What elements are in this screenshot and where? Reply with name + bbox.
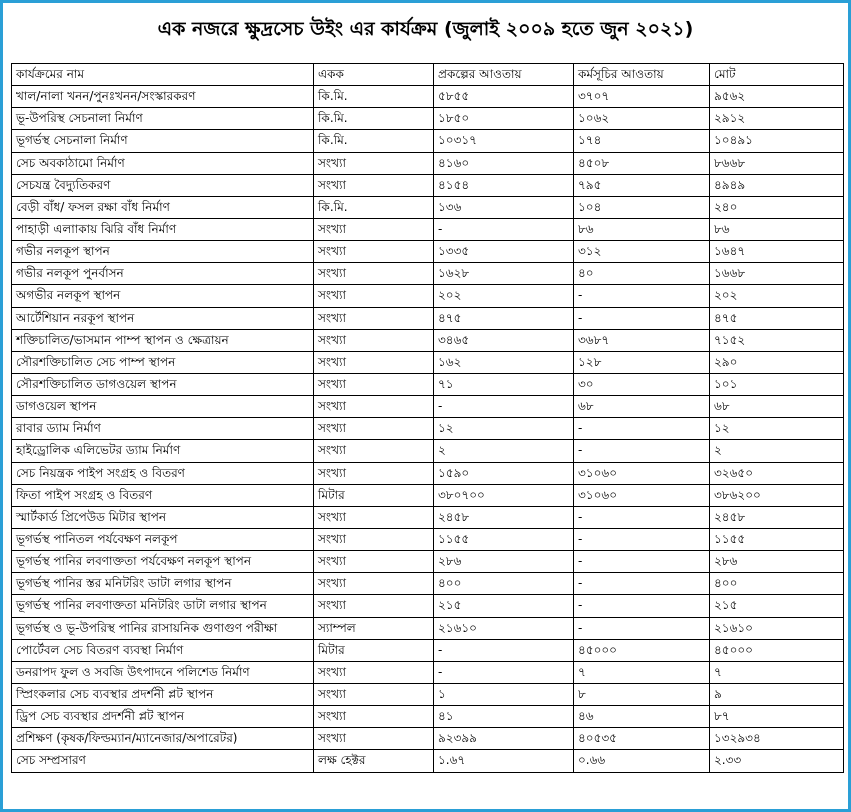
cell-under-project: ১৫৯০	[434, 462, 574, 484]
cell-activity-name: প্রশিক্ষণ (কৃষক/ফিল্ডম্যান/ম্যানেজার/অপারেটর)	[12, 728, 314, 750]
cell-unit: সংখ্যা	[314, 307, 434, 329]
table-row	[12, 484, 844, 506]
cell-activity-name: অগভীর নলকূপ স্থাপন	[12, 285, 314, 307]
cell-under-program: -	[574, 506, 710, 528]
cell-activity-name: গভীর নলকূপ স্থাপন	[12, 241, 314, 263]
cell-under-program: ৭	[574, 661, 710, 683]
cell-total: ৯	[710, 683, 844, 705]
cell-activity-name: বেড়ী বাঁধ/ ফসল রক্ষা বাঁধ নির্মাণ	[12, 196, 314, 218]
table-row	[12, 639, 844, 661]
cell-activity-name: আর্টেশিয়ান নরকূপ স্থাপন	[12, 307, 314, 329]
cell-under-project: ২০২	[434, 285, 574, 307]
cell-activity-name: হাইড্রোলিক এলিভেটর ড্যাম নির্মাণ	[12, 440, 314, 462]
header-under-program: কর্মসূচির আওতায়	[574, 64, 710, 86]
cell-activity-name: পোর্টেবল সেচ বিতরণ ব্যবস্থা নির্মাণ	[12, 639, 314, 661]
cell-under-project: ২১৫	[434, 595, 574, 617]
cell-under-project: ৪১	[434, 706, 574, 728]
cell-total: ২.৩৩	[710, 750, 844, 772]
cell-total: ৭	[710, 661, 844, 683]
cell-under-program: -	[574, 440, 710, 462]
header-total: মোট	[710, 64, 844, 86]
activity-table-body	[12, 64, 844, 773]
cell-under-program: ৪৬	[574, 706, 710, 728]
cell-activity-name: ভূগর্ভস্থ পানির লবণাক্ততা পর্যবেক্ষণ নলকূপ স্থাপন	[12, 551, 314, 573]
cell-activity-name: খাল/নালা খনন/পুনঃখনন/সংস্কারকরণ	[12, 86, 314, 108]
cell-total: ১৩২৯৩৪	[710, 728, 844, 750]
cell-under-program: -	[574, 528, 710, 550]
cell-activity-name: গভীর নলকূপ পুনর্বাসন	[12, 263, 314, 285]
cell-under-project: -	[434, 396, 574, 418]
cell-unit: লক্ষ হেক্টর	[314, 750, 434, 772]
table-row	[12, 551, 844, 573]
cell-unit: সংখ্যা	[314, 241, 434, 263]
cell-under-program: ১২৮	[574, 351, 710, 373]
cell-total: ১৬৬৮	[710, 263, 844, 285]
cell-unit: সংখ্যা	[314, 440, 434, 462]
table-row	[12, 218, 844, 240]
cell-under-project: ২৪৫৮	[434, 506, 574, 528]
cell-under-program: ৮৬	[574, 218, 710, 240]
cell-total: ২৪৫৮	[710, 506, 844, 528]
table-row	[12, 595, 844, 617]
cell-under-project: ৪১৫৪	[434, 174, 574, 196]
cell-total: ৭১৫২	[710, 329, 844, 351]
table-row	[12, 108, 844, 130]
cell-total: ২০২	[710, 285, 844, 307]
cell-unit: সংখ্যা	[314, 551, 434, 573]
header-unit: একক	[314, 64, 434, 86]
table-row	[12, 528, 844, 550]
cell-total: ৪৯৪৯	[710, 174, 844, 196]
cell-activity-name: রাবার ড্যাম নির্মাণ	[12, 418, 314, 440]
cell-under-program: ৪০	[574, 263, 710, 285]
cell-under-project: ৪৭৫	[434, 307, 574, 329]
cell-unit: সংখ্যা	[314, 506, 434, 528]
cell-activity-name: পাহাড়ী এলাাকায় ঝিরি বাঁধ নির্মাণ	[12, 218, 314, 240]
cell-under-program: -	[574, 307, 710, 329]
table-row	[12, 86, 844, 108]
cell-under-project: ২	[434, 440, 574, 462]
activity-table	[11, 63, 844, 773]
cell-activity-name: স্মার্টকার্ড প্রিপেউড মিটার স্থাপন	[12, 506, 314, 528]
cell-under-project: ১৮৫০	[434, 108, 574, 130]
cell-under-program: ১০৪	[574, 196, 710, 218]
cell-under-program: ৬৮	[574, 396, 710, 418]
cell-under-program: ০.৬৬	[574, 750, 710, 772]
cell-under-program: ৪৫০৮	[574, 152, 710, 174]
table-row	[12, 174, 844, 196]
header-activity-name: কার্যক্রমের নাম	[12, 64, 314, 86]
cell-under-project: ১.৬৭	[434, 750, 574, 772]
cell-unit: সংখ্যা	[314, 174, 434, 196]
cell-under-program: ৪০৫৩৫	[574, 728, 710, 750]
cell-total: ২৯০	[710, 351, 844, 373]
cell-under-project: ১৩৩৫	[434, 241, 574, 263]
cell-activity-name: ভূগর্ভস্থ পানিতল পর্যবেক্ষণ নলকূপ	[12, 528, 314, 550]
cell-under-program: -	[574, 551, 710, 573]
cell-under-project: ৩৪৬৫	[434, 329, 574, 351]
cell-total: ৯৫৬২	[710, 86, 844, 108]
cell-total: ১০৪৯১	[710, 130, 844, 152]
cell-total: ১০১	[710, 373, 844, 395]
cell-unit: সংখ্যা	[314, 329, 434, 351]
cell-under-project: ৩৮০৭০০	[434, 484, 574, 506]
cell-under-project: -	[434, 639, 574, 661]
table-row	[12, 418, 844, 440]
cell-unit: মিটার	[314, 639, 434, 661]
cell-under-program: -	[574, 285, 710, 307]
cell-total: ৪৫০০০	[710, 639, 844, 661]
cell-total: ৪০০	[710, 573, 844, 595]
cell-under-project: ১৬২	[434, 351, 574, 373]
cell-under-program: ৩১২	[574, 241, 710, 263]
cell-unit: সংখ্যা	[314, 263, 434, 285]
cell-total: ২	[710, 440, 844, 462]
cell-under-project: ২৮৬	[434, 551, 574, 573]
table-row	[12, 285, 844, 307]
cell-total: ৩৮৬২০০	[710, 484, 844, 506]
cell-unit: সংখ্যা	[314, 285, 434, 307]
cell-under-program: ১০৬২	[574, 108, 710, 130]
cell-total: ১৬৪৭	[710, 241, 844, 263]
table-row	[12, 462, 844, 484]
table-row	[12, 683, 844, 705]
cell-under-program: ৮	[574, 683, 710, 705]
table-row	[12, 152, 844, 174]
table-row	[12, 263, 844, 285]
cell-unit: কি.মি.	[314, 86, 434, 108]
cell-under-program: ৩১০৬০	[574, 484, 710, 506]
cell-under-project: ৪০০	[434, 573, 574, 595]
cell-total: ১১৫৫	[710, 528, 844, 550]
cell-unit: সংখ্যা	[314, 595, 434, 617]
cell-activity-name: স্প্রিংকলার সেচ ব্যবস্থার প্রদর্শনী প্লট স্থাপন	[12, 683, 314, 705]
cell-under-program: ৩৭০৭	[574, 86, 710, 108]
page-title: এক নজরে ক্ষুদ্রসেচ উইং এর কার্যক্রম (জুলাই ২০০৯ হতে জুন ২০২১)	[157, 18, 694, 40]
cell-under-program: ১৭৪	[574, 130, 710, 152]
cell-activity-name: ভূগর্ভস্থ সেচনালা নির্মাণ	[12, 130, 314, 152]
cell-unit: সংখ্যা	[314, 528, 434, 550]
cell-under-project: ৪১৬০	[434, 152, 574, 174]
table-row	[12, 440, 844, 462]
cell-activity-name: ভূগর্ভস্থ পানির স্তর মনিটরিং ডাটা লগার স্থাপন	[12, 573, 314, 595]
cell-unit: সংখ্যা	[314, 152, 434, 174]
table-row	[12, 241, 844, 263]
cell-under-project: -	[434, 661, 574, 683]
cell-unit: সংখ্যা	[314, 396, 434, 418]
cell-activity-name: ড্রিপ সেচ ব্যবস্থার প্রদর্শনী প্লট স্থাপন	[12, 706, 314, 728]
table-row	[12, 307, 844, 329]
cell-under-program: -	[574, 617, 710, 639]
cell-under-program: ৩৬৮৭	[574, 329, 710, 351]
cell-unit: সংখ্যা	[314, 373, 434, 395]
cell-activity-name: সেচযন্ত্র বৈদ্যুতিকরণ	[12, 174, 314, 196]
cell-activity-name: ভূ-উপরিস্থ সেচনালা নির্মাণ	[12, 108, 314, 130]
cell-activity-name: শক্তিচালিত/ভাসমান পাম্প স্থাপন ও ক্ষেত্রায়ন	[12, 329, 314, 351]
cell-under-project: ১৩৬	[434, 196, 574, 218]
cell-under-project: ৯২৩৯৯	[434, 728, 574, 750]
cell-activity-name: ডনরাপদ ফুল ও সবজি উৎপাদনে পলিশেড নির্মাণ	[12, 661, 314, 683]
table-row	[12, 351, 844, 373]
table-header-row	[12, 64, 844, 86]
cell-under-project: -	[434, 218, 574, 240]
cell-unit: কি.মি.	[314, 196, 434, 218]
cell-activity-name: ডাগওয়েল স্থাপন	[12, 396, 314, 418]
cell-unit: কি.মি.	[314, 108, 434, 130]
cell-under-project: ১০৩১৭	[434, 130, 574, 152]
table-row	[12, 196, 844, 218]
table-row	[12, 506, 844, 528]
cell-under-project: ১২	[434, 418, 574, 440]
cell-activity-name: সেচ সম্প্রসারণ	[12, 750, 314, 772]
cell-under-program: -	[574, 595, 710, 617]
cell-activity-name: সৌরশক্তিচালিত ডাগওয়েল স্থাপন	[12, 373, 314, 395]
table-row	[12, 617, 844, 639]
cell-under-program: ৭৯৫	[574, 174, 710, 196]
cell-unit: সংখ্যা	[314, 351, 434, 373]
cell-under-project: ২১৬১০	[434, 617, 574, 639]
cell-under-program: ৩০	[574, 373, 710, 395]
cell-unit: সংখ্যা	[314, 706, 434, 728]
table-row	[12, 728, 844, 750]
table-row	[12, 130, 844, 152]
cell-under-project: ১	[434, 683, 574, 705]
table-row	[12, 573, 844, 595]
cell-unit: স্যাম্পল	[314, 617, 434, 639]
cell-total: ৩২৬৫০	[710, 462, 844, 484]
table-row	[12, 373, 844, 395]
cell-total: ৪৭৫	[710, 307, 844, 329]
cell-activity-name: ভূগর্ভস্থ পানির লবণাক্ততা মনিটরিং ডাটা লগার স্থাপন	[12, 595, 314, 617]
cell-under-project: ১১৫৫	[434, 528, 574, 550]
cell-activity-name: সেচ অবকাঠামো নির্মাণ	[12, 152, 314, 174]
cell-unit: সংখ্যা	[314, 462, 434, 484]
cell-under-project: ৭১	[434, 373, 574, 395]
cell-total: ২৮৬	[710, 551, 844, 573]
table-row	[12, 329, 844, 351]
cell-total: ৮৬	[710, 218, 844, 240]
cell-total: ২১৬১০	[710, 617, 844, 639]
cell-total: ৮৭	[710, 706, 844, 728]
cell-unit: সংখ্যা	[314, 683, 434, 705]
cell-total: ২৪০	[710, 196, 844, 218]
cell-activity-name: সেচ নিয়ন্ত্রক পাইপ সংগ্রহ ও বিতরণ	[12, 462, 314, 484]
cell-under-project: ৫৮৫৫	[434, 86, 574, 108]
cell-unit: মিটার	[314, 484, 434, 506]
cell-activity-name: ফিতা পাইপ সংগ্রহ ও বিতরণ	[12, 484, 314, 506]
cell-activity-name: ভূগর্ভস্থ ও ভূ-উপরিস্থ পানির রাসায়নিক গুণাগুণ পরীক্ষা	[12, 617, 314, 639]
table-row	[12, 661, 844, 683]
cell-total: ৬৮	[710, 396, 844, 418]
cell-unit: সংখ্যা	[314, 218, 434, 240]
cell-unit: কি.মি.	[314, 130, 434, 152]
cell-total: ২১৫	[710, 595, 844, 617]
cell-total: ৮৬৬৮	[710, 152, 844, 174]
cell-activity-name: সৌরশক্তিচালিত সেচ পাম্প স্থাপন	[12, 351, 314, 373]
cell-under-program: -	[574, 418, 710, 440]
cell-unit: সংখ্যা	[314, 661, 434, 683]
cell-unit: সংখ্যা	[314, 728, 434, 750]
cell-under-program: -	[574, 573, 710, 595]
cell-under-program: ৩১০৬০	[574, 462, 710, 484]
cell-total: ১২	[710, 418, 844, 440]
cell-total: ২৯১২	[710, 108, 844, 130]
cell-unit: সংখ্যা	[314, 418, 434, 440]
cell-under-program: ৪৫০০০	[574, 639, 710, 661]
header-under-project: প্রকল্পের আওতায়	[434, 64, 574, 86]
cell-under-project: ১৬২৮	[434, 263, 574, 285]
table-row	[12, 396, 844, 418]
cell-unit: সংখ্যা	[314, 573, 434, 595]
table-row	[12, 750, 844, 772]
table-row	[12, 706, 844, 728]
